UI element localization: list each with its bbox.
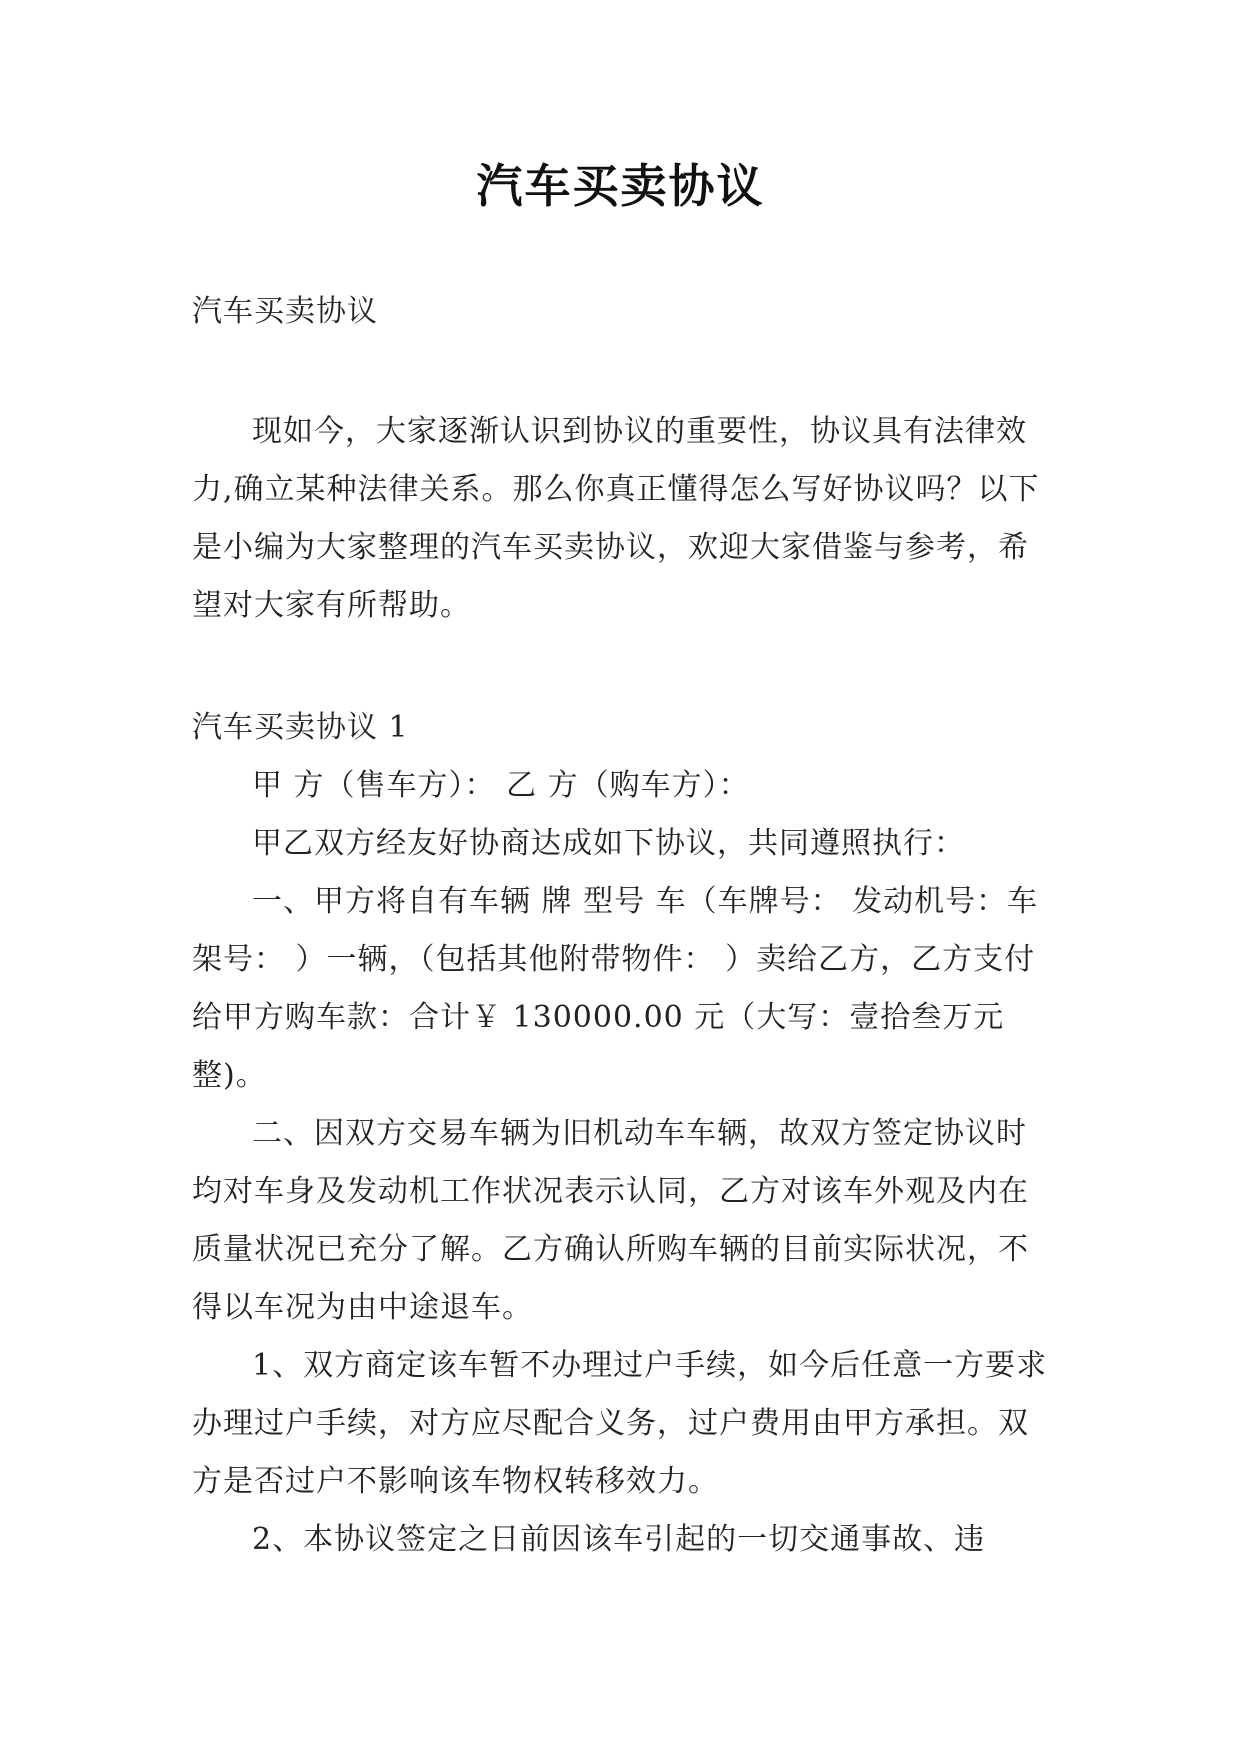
clause-paragraph: 甲乙双方经友好协商达成如下协议，共同遵照执行： bbox=[252, 826, 965, 861]
agreement-section bbox=[192, 699, 1054, 1569]
clause-paragraph: 一、甲方将自有车辆 牌 型号 车（车牌号： 发动机号：车架号： ）一辆，（包括其他附带物件： ）卖给乙方，乙方支付给甲方购车款：合计￥ 130000.00 元（大写：壹拾叁万元整)。 bbox=[192, 884, 1039, 1093]
parties-line: 甲 方（售车方）： 乙 方（购车方）： bbox=[252, 768, 750, 803]
clause-paragraph: 1、双方商定该车暂不办理过户手续，如今后任意一方要求办理过户手续，对方应尽配合义务，过户费用由甲方承担。双方是否过户不影响该车物权转移效力。 bbox=[192, 1348, 1048, 1499]
document-subtitle: 汽车买卖协议 bbox=[192, 294, 378, 329]
clause-paragraph: 二、因双方交易车辆为旧机动车车辆，故双方签定协议时均对车身及发动机工作状况表示认同，乙方对该车外观及内在质量状况已充分了解。乙方确认所购车辆的目前实际状况，不得以车况为由中途退车。 bbox=[192, 1116, 1029, 1325]
clause-paragraph: 2、本协议签定之日前因该车引起的一切交通事故、违 bbox=[252, 1522, 986, 1557]
intro-paragraph: 现如今，大家逐渐认识到协议的重要性，协议具有法律效力,确立某种法律关系。那么你真正懂得怎么写好协议吗？以下是小编为大家整理的汽车买卖协议，欢迎大家借鉴与参考，希望对大家有所帮助。 bbox=[192, 414, 1040, 623]
section-heading: 汽车买卖协议 1 bbox=[192, 710, 409, 745]
intro-block bbox=[192, 403, 1054, 635]
page-title: 汽车买卖协议 bbox=[476, 159, 765, 213]
